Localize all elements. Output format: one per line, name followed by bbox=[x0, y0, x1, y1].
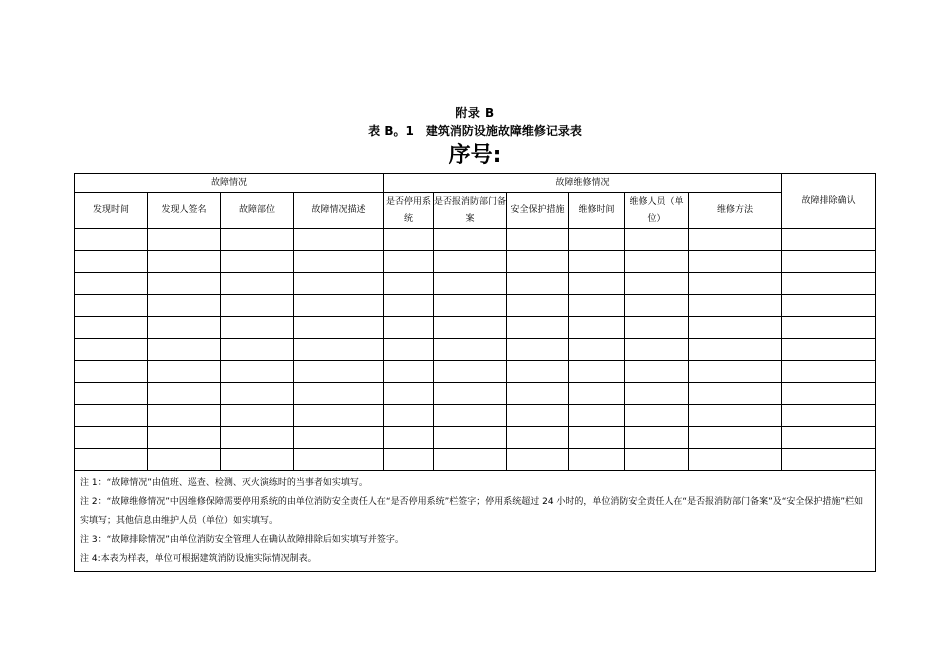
table-cell[interactable] bbox=[221, 449, 294, 471]
table-cell[interactable] bbox=[221, 361, 294, 383]
table-cell[interactable] bbox=[294, 383, 384, 405]
table-cell[interactable] bbox=[384, 339, 434, 361]
table-cell[interactable] bbox=[434, 449, 507, 471]
table-cell[interactable] bbox=[148, 229, 221, 251]
table-cell[interactable] bbox=[434, 427, 507, 449]
table-cell[interactable] bbox=[221, 295, 294, 317]
table-row bbox=[75, 405, 876, 427]
table-cell[interactable] bbox=[75, 361, 148, 383]
table-cell[interactable] bbox=[384, 317, 434, 339]
table-cell[interactable] bbox=[689, 361, 782, 383]
header-repair-personnel: 维修人员（单位） bbox=[625, 193, 689, 229]
header-repair-time: 维修时间 bbox=[569, 193, 625, 229]
table-cell[interactable] bbox=[221, 405, 294, 427]
table-cell[interactable] bbox=[782, 361, 876, 383]
table-cell[interactable] bbox=[569, 405, 625, 427]
table-cell[interactable] bbox=[569, 229, 625, 251]
fault-repair-record-table bbox=[74, 173, 876, 572]
table-cell[interactable] bbox=[148, 405, 221, 427]
table-cell[interactable] bbox=[689, 449, 782, 471]
table-row bbox=[75, 295, 876, 317]
table-cell[interactable] bbox=[569, 273, 625, 295]
table-cell[interactable] bbox=[294, 229, 384, 251]
note-1: 注 1：“故障情况”由值班、巡查、检测、灭火演练时的当事者如实填写。 bbox=[80, 478, 368, 488]
note-3: 注 3：“故障排除情况”由单位消防安全管理人在确认故障排除后如实填写并签字。 bbox=[80, 535, 404, 545]
table-cell[interactable] bbox=[507, 251, 569, 273]
table-cell[interactable] bbox=[384, 427, 434, 449]
group-header-fault-situation: 故障情况 bbox=[75, 174, 384, 193]
header-reported-fire-dept: 是否报消防部门备案 bbox=[434, 193, 507, 229]
header-fault-cleared-confirm: 故障排除确认 bbox=[782, 174, 876, 229]
table-cell[interactable] bbox=[294, 449, 384, 471]
table-cell[interactable] bbox=[507, 295, 569, 317]
table-cell[interactable] bbox=[75, 229, 148, 251]
note-4: 注 4:本表为样表，单位可根据建筑消防设施实际情况制表。 bbox=[80, 554, 317, 564]
table-cell[interactable] bbox=[148, 273, 221, 295]
table-cell[interactable] bbox=[507, 405, 569, 427]
table-cell[interactable] bbox=[75, 295, 148, 317]
table-cell[interactable] bbox=[294, 273, 384, 295]
table-cell[interactable] bbox=[384, 383, 434, 405]
table-cell[interactable] bbox=[507, 383, 569, 405]
table-cell[interactable] bbox=[294, 405, 384, 427]
table-cell[interactable] bbox=[782, 449, 876, 471]
table-cell[interactable] bbox=[75, 273, 148, 295]
table-cell[interactable] bbox=[689, 251, 782, 273]
header-repair-method: 维修方法 bbox=[689, 193, 782, 229]
table-cell[interactable] bbox=[148, 383, 221, 405]
table-cell[interactable] bbox=[507, 273, 569, 295]
table-cell[interactable] bbox=[569, 449, 625, 471]
table-cell[interactable] bbox=[625, 449, 689, 471]
table-cell[interactable] bbox=[384, 361, 434, 383]
table-cell[interactable] bbox=[625, 295, 689, 317]
table-cell[interactable] bbox=[221, 251, 294, 273]
table-cell[interactable] bbox=[689, 229, 782, 251]
table-cell[interactable] bbox=[625, 383, 689, 405]
table-cell[interactable] bbox=[384, 449, 434, 471]
table-cell[interactable] bbox=[148, 317, 221, 339]
table-cell[interactable] bbox=[434, 317, 507, 339]
table-cell[interactable] bbox=[148, 295, 221, 317]
table-cell[interactable] bbox=[434, 405, 507, 427]
table-cell[interactable] bbox=[75, 317, 148, 339]
table-title: 表 B。1 建筑消防设施故障维修记录表 bbox=[368, 124, 582, 138]
table-cell[interactable] bbox=[569, 361, 625, 383]
table-cell[interactable] bbox=[625, 361, 689, 383]
table-cell[interactable] bbox=[569, 339, 625, 361]
table-cell[interactable] bbox=[689, 405, 782, 427]
table-cell[interactable] bbox=[689, 427, 782, 449]
table-cell[interactable] bbox=[148, 449, 221, 471]
table-row bbox=[75, 273, 876, 295]
appendix-title: 附录 B bbox=[455, 106, 495, 120]
table-cell[interactable] bbox=[569, 317, 625, 339]
header-fault-description: 故障情况描述 bbox=[294, 193, 384, 229]
table-cell[interactable] bbox=[148, 339, 221, 361]
table-cell[interactable] bbox=[507, 427, 569, 449]
table-cell[interactable] bbox=[148, 361, 221, 383]
table-cell[interactable] bbox=[434, 251, 507, 273]
header-discovery-time: 发现时间 bbox=[75, 193, 148, 229]
table-cell[interactable] bbox=[294, 361, 384, 383]
group-header-row bbox=[75, 174, 876, 193]
table-cell[interactable] bbox=[434, 273, 507, 295]
header-safety-measures: 安全保护措施 bbox=[507, 193, 569, 229]
table-cell[interactable] bbox=[434, 229, 507, 251]
table-cell[interactable] bbox=[384, 273, 434, 295]
table-cell[interactable] bbox=[689, 273, 782, 295]
table-cell[interactable] bbox=[75, 251, 148, 273]
table-cell[interactable] bbox=[384, 229, 434, 251]
table-row bbox=[75, 317, 876, 339]
table-cell[interactable] bbox=[294, 295, 384, 317]
table-row bbox=[75, 383, 876, 405]
table-row bbox=[75, 361, 876, 383]
table-cell[interactable] bbox=[221, 383, 294, 405]
header-system-stopped: 是否停用系统 bbox=[384, 193, 434, 229]
table-cell[interactable] bbox=[507, 229, 569, 251]
table-cell[interactable] bbox=[294, 317, 384, 339]
table-cell[interactable] bbox=[782, 317, 876, 339]
table-cell[interactable] bbox=[384, 405, 434, 427]
table-cell[interactable] bbox=[625, 273, 689, 295]
table-cell[interactable] bbox=[384, 295, 434, 317]
table-cell[interactable] bbox=[221, 427, 294, 449]
table-cell[interactable] bbox=[689, 339, 782, 361]
table-row bbox=[75, 229, 876, 251]
table-cell[interactable] bbox=[689, 317, 782, 339]
notes-cell bbox=[75, 471, 876, 572]
table-cell[interactable] bbox=[625, 229, 689, 251]
table-row bbox=[75, 427, 876, 449]
table-cell[interactable] bbox=[294, 251, 384, 273]
table-cell[interactable] bbox=[221, 229, 294, 251]
header-fault-location: 故障部位 bbox=[221, 193, 294, 229]
table-cell[interactable] bbox=[294, 339, 384, 361]
table-cell[interactable] bbox=[75, 427, 148, 449]
table-cell[interactable] bbox=[384, 251, 434, 273]
table-cell[interactable] bbox=[221, 317, 294, 339]
table-row bbox=[75, 449, 876, 471]
table-cell[interactable] bbox=[782, 273, 876, 295]
table-cell[interactable] bbox=[221, 273, 294, 295]
table-cell[interactable] bbox=[625, 317, 689, 339]
table-cell[interactable] bbox=[75, 383, 148, 405]
table-cell[interactable] bbox=[782, 229, 876, 251]
note-2: 注 2：“故障维修情况”中因维修保障需要停用系统的由单位消防安全责任人在“是否停用系统”栏签字；停用系统超过 24 小时的，单位消防安全责任人在“是否报消防部门备案”及“安全保护措施”栏如实填写；其他信息由维护人员（单位）如实填写。 bbox=[80, 497, 864, 526]
table-row bbox=[75, 339, 876, 361]
table-cell[interactable] bbox=[689, 383, 782, 405]
table-cell[interactable] bbox=[507, 361, 569, 383]
table-cell[interactable] bbox=[782, 427, 876, 449]
table-cell[interactable] bbox=[507, 449, 569, 471]
table-cell[interactable] bbox=[625, 251, 689, 273]
table-cell[interactable] bbox=[569, 427, 625, 449]
table-cell[interactable] bbox=[625, 427, 689, 449]
header-discoverer-signature: 发现人签名 bbox=[148, 193, 221, 229]
table-cell[interactable] bbox=[507, 317, 569, 339]
column-header-row bbox=[75, 193, 876, 229]
table-cell[interactable] bbox=[782, 405, 876, 427]
table-cell[interactable] bbox=[569, 251, 625, 273]
table-cell[interactable] bbox=[507, 339, 569, 361]
serial-number-label: 序号: bbox=[448, 143, 502, 168]
table-cell[interactable] bbox=[782, 383, 876, 405]
table-cell[interactable] bbox=[434, 383, 507, 405]
table-cell[interactable] bbox=[75, 339, 148, 361]
table-cell[interactable] bbox=[625, 405, 689, 427]
table-cell[interactable] bbox=[221, 339, 294, 361]
table-cell[interactable] bbox=[434, 295, 507, 317]
group-header-fault-repair: 故障维修情况 bbox=[384, 174, 782, 193]
table-cell[interactable] bbox=[75, 405, 148, 427]
table-cell[interactable] bbox=[782, 251, 876, 273]
table-cell[interactable] bbox=[434, 339, 507, 361]
table-cell[interactable] bbox=[148, 427, 221, 449]
table-cell[interactable] bbox=[569, 383, 625, 405]
table-cell[interactable] bbox=[782, 295, 876, 317]
table-cell[interactable] bbox=[294, 427, 384, 449]
table-cell[interactable] bbox=[148, 251, 221, 273]
table-cell[interactable] bbox=[782, 339, 876, 361]
table-cell[interactable] bbox=[625, 339, 689, 361]
table-cell[interactable] bbox=[75, 449, 148, 471]
table-cell[interactable] bbox=[689, 295, 782, 317]
table-cell[interactable] bbox=[569, 295, 625, 317]
notes-row bbox=[75, 471, 876, 572]
table-cell[interactable] bbox=[434, 361, 507, 383]
table-row bbox=[75, 251, 876, 273]
